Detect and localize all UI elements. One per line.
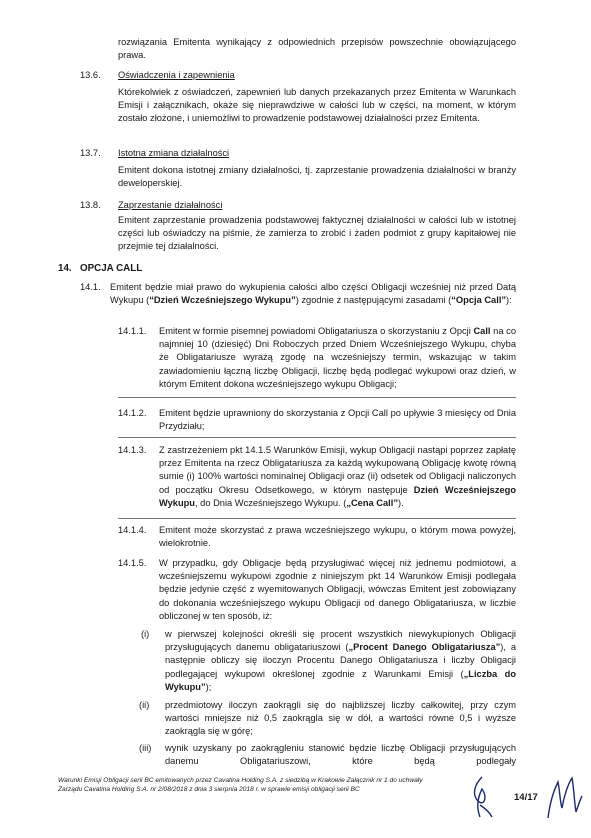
list-item-number-iii: (iii) [139,743,152,753]
section-body-14-1-3: Z zastrzeżeniem pkt 14.1.5 Warunków Emisji, wykup Obligacji nastąpi poprzez zapłatę przez Emitenta na rzecz Obligatariusza za każdą wykupowaną Obligację kwotę równą sumie (i) 100% wartości nominalnej Obligacji oraz (ii) odsetek od Obligacji naliczonych od początku Okresu Odsetkowego, w którym następuje Dzień Wcześniejszego Wykupu, do Dnia Wcześniejszego Wykupu. („Cena Call”). [159,445,517,508]
section-number-13-6: 13.6. [80,70,101,80]
section-heading-13-8: Zaprzestanie działalności [118,200,223,210]
page-number: 14/17 [514,792,538,803]
section-number-14-1-2: 14.1.2. [118,408,147,418]
list-item-i: w pierwszej kolejności określi się procent wszystkich niewykupionych Obligacji przysługujących danemu obligatariuszowi („Procent Danego Obligatariusza”), a następnie obliczy się iloczyn Procentu Danego Obligatariusza i liczby Obligacji podlegającej wykupowi określonej zgodnie z Warunkami Emisji („Liczba do Wykupu”); [165,629,517,692]
page-footer: Warunki Emisji Obligacji serii BC emitowanych przez Cavatina Holding S.A. z siedzibą w Krakowie Załącznik nr 1 do uchwały Zarządu Cavatina Holding S.A. nr 2/08/2018 z dnia 3 sierpnia 2018 r. w sprawie emisji obligacji serii BC [58,777,423,793]
continuation-paragraph: rozwiązania Emitenta wynikający z odpowiednich przepisów powszechnie obowiązującego prawa. [118,37,516,61]
section-body-14-1-4: Emitent może skorzystać z prawa wcześniejszego wykupu, o którym mowa powyżej, wielokrotnie. [159,525,516,549]
section-body-13-7: Emitent dokona istotnej zmiany działalności, tj. zaprzestanie prowadzenia działalności w branży deweloperskiej. [118,165,516,189]
section-body-13-6: Którekolwiek z oświadczeń, zapewnień lub danych przekazanych przez Emitenta w Warunkach Emisji i załącznikach, okaże się nieprawdziwe w całości lub w części, na moment, w którym zostało złożone, i uniemożliwi to prowadzenie podstawowej działalności przez Emitenta. [118,87,516,124]
separator-line [118,397,516,398]
section-number-14-1: 14.1. [80,282,101,292]
section-number-13-7: 13.7. [80,148,101,158]
section-number-14-1-5: 14.1.5. [118,558,147,568]
list-item-ii: przedmiotowy iloczyn zaokrągli się do najbliższej liczby całkowitej, przy czym wartości mniejsze niż 0,5 zaokrągla się w dół, a wartości równe 0,5 i wyższe zaokrągla się w górę; [165,700,516,737]
section-heading-13-6: Oświadczenia i zapewnienia [118,70,235,80]
section-number-14-1-4: 14.1.4. [118,525,147,535]
section-body-14-1-1: Emitent w formie pisemnej powiadomi Obligatariusza o skorzystaniu z Opcji Call na co najmniej 10 (dziesięć) Dni Roboczych przed Dniem Wcześniejszego Wykupu, chyba że Obligatariusze wyrażą zgodę na wcześniejszy termin, wskazując w takim zawiadomieniu łączną liczbę Obligacji, liczbę będą podlegać wykupowi oraz dzień, w którym Emitent dokona wcześniejszego wykupu Obligacji; [159,326,517,389]
section-heading-13-7: Istotna zmiana działalności [118,148,230,158]
separator-line [118,437,516,438]
section-number-14: 14. [58,263,72,274]
section-body-13-8: Emitent zaprzestanie prowadzenia podstawowej faktycznej działalności w całości lub w istotnej części lub oświadczy na piśmie, że zamierza to zrobić i żaden podmiot z grupy kapitałowej nie przejmie tej działalności. [118,215,516,252]
section-number-14-1-1: 14.1.1. [118,326,147,336]
signature-2-icon [544,772,584,822]
section-heading-14: OPCJA CALL [80,263,143,274]
list-item-number-ii: (ii) [139,700,150,710]
signature-1-icon [468,775,496,819]
section-body-14-1: Emitent będzie miał prawo do wykupienia całości albo części Obligacji wcześniej niż przed Datą Wykupu (“Dzień Wcześniejszego Wykupu”) zgodnie z następującymi zasadami (“Opcja Call”): [110,282,516,306]
list-item-number-i: (i) [141,629,150,639]
separator-line [118,518,516,519]
section-number-14-1-3: 14.1.3. [118,445,147,455]
section-body-14-1-5: W przypadku, gdy Obligacje będą przysługiwać więcej niż jednemu podmiotowi, a wcześniejszemu wykupowi zgodnie z niniejszym pkt 14 Warunków Emisji podlegała będzie jedynie część z wyemitowanych Obligacji, wówczas Emitent jest zobowiązany do dokonania wcześniejszego wykupu Obligacji od danego Obligatariusza, w liczbie obliczonej w ten sposób, iż: [159,558,516,621]
section-number-13-8: 13.8. [80,200,101,210]
list-item-iii: wynik uzyskany po zaokrągleniu stanowić będzie liczbę Obligacji przysługujących danemu Obligatariuszowi, które będą podlegały [165,743,516,767]
section-body-14-1-2: Emitent będzie uprawniony do skorzystania z Opcji Call po upływie 3 miesięcy od Dnia Przydziału; [159,408,516,432]
